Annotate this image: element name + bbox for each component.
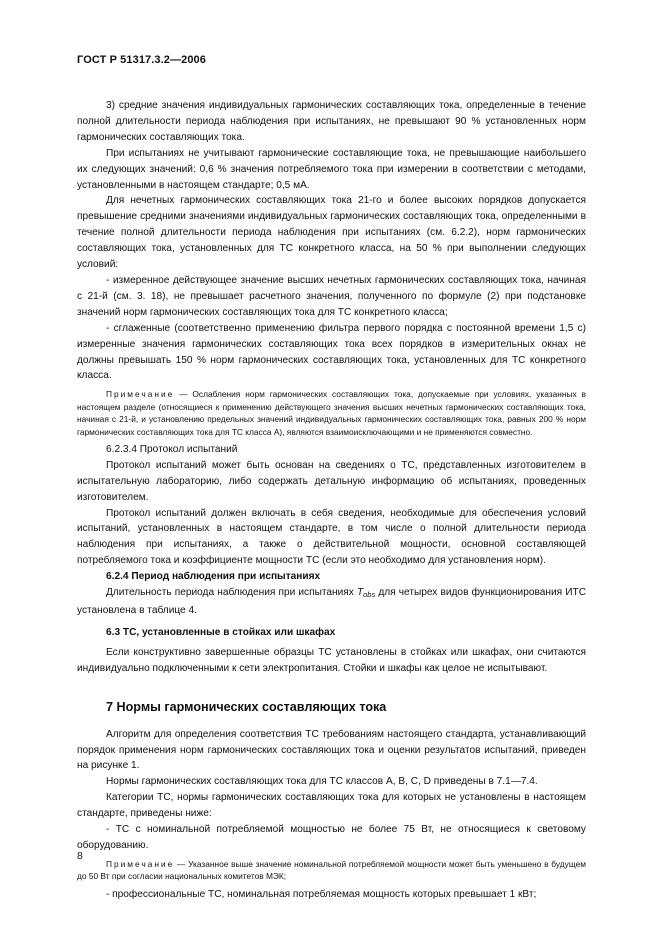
heading-6-3: 6.3 ТС, установленные в стойках или шкафах	[106, 626, 336, 638]
note-2	[77, 858, 586, 883]
paragraph-exclusion: При испытаниях не учитывают гармонические составляющие тока, не превышающие наибольшего их следующих значений: 0,6 % значения потребляемого тока при измерении в соответствии с методами, установленными в настоящем стандарте; 0,5 мА.	[77, 147, 586, 191]
note-text: — Ослабления норм гармонических составляющих тока, допускаемые при условиях, указанных в настоящем разделе (относящиеся к применению действующего значения высших нечетных гармонических составляющих тока, начиная с 21-й, и установлению предельных значений индивидуальных гармонических составляющих тока, равных 200 % норм гармонических составляющих тока для ТС класса А), являются взаимоисключающими и не применяются совместно.	[77, 389, 586, 437]
paragraph-protocol-2: Протокол испытаний должен включать в себя сведения, необходимые для обеспечения условий испытаний, установленных в настоящем стандарте, в том числе о полной длительности периода наблюдения при испытаниях, а также о действительной мощности, основной составляющей потребляемого тока и коэффициенте мощности ТС (если это необходимо для установления норм).	[77, 507, 586, 567]
list-item-75w: - ТС с номинальной потребляемой мощностью не более 75 Вт, не относящиеся к световому оборудованию.	[77, 824, 586, 851]
note-text: — Указанное выше значение номинальной потребляемой мощности может быть уменьшено в будущем до 50 Вт при согласии национальных комитетов МЭК;	[77, 858, 586, 882]
document-body	[77, 98, 586, 903]
note-label: Примечание	[106, 858, 175, 869]
paragraph-classes: Нормы гармонических составляющих тока для ТС классов A, B, C, D приведены в 7.1—7.4.	[106, 776, 538, 788]
list-item-condition-2: - сглаженные (соответственно применению фильтра первого порядка с постоянной времени 1,5 с) измеренные значения гармонических составляющих тока всех порядков в измерительных окнах не должны превышать 150 % норм гармонических составляющих тока, установленных для ТС конкретного класса.	[77, 322, 586, 382]
list-item-professional: - профессиональные ТС, номинальная потребляемая мощность которых превышает 1 кВт;	[106, 888, 537, 900]
note-label: Примечание	[106, 389, 175, 400]
symbol-subscript: obs	[363, 590, 376, 600]
list-item-condition-1: - измеренное действующее значение высших нечетных гармонических составляющих тока, начиная с 21-й (см. 3. 18), не превышает расчетного значения, полученного по формуле (2) при подстановке значений норм гармонических составляющих тока для ТС конкретного класса;	[77, 274, 586, 318]
note-1	[77, 388, 586, 438]
paragraph-observation-period: Длительность периода наблюдения при испытаниях $T_{obs}$ для четырех видов функционирования ИТС установлена в таблице 4.	[77, 587, 587, 616]
heading-6-2-3-4: 6.2.3.4 Протокол испытаний	[106, 443, 238, 455]
page-number: 8	[77, 850, 83, 862]
paragraph-categories: Категории ТС, нормы гармонических составляющих тока для которых не установлены в настоящем стандарте, приведены ниже:	[77, 792, 586, 820]
section-title-7: 7 Нормы гармонических составляющих тока	[106, 699, 387, 714]
paragraph-protocol-1: Протокол испытаний может быть основан на сведениях о ТС, представленных изготовителем в испытательную лабораторию, либо содержать детальную информацию об испытаниях, проведенных изготовителем.	[77, 459, 586, 503]
paragraph-algorithm: Алгоритм для определения соответствия ТС требованиям настоящего стандарта, устанавливающий порядок применения норм гармонических составляющих тока и оценки результатов испытаний, приведен на рисунке 1.	[77, 728, 586, 772]
paragraph-racks: Если конструктивно завершенные образцы ТС установлены в стойках или шкафах, они считаются индивидуально подключенными к сети электропитания. Стойки и шкафы как целое не испытывают.	[77, 646, 586, 674]
document-header: ГОСТ Р 51317.3.2—2006	[77, 54, 206, 66]
paragraph-odd-harmonics: Для нечетных гармонических составляющих тока 21-го и более высоких порядков допускается превышение средними значениями индивидуальных гармонических составляющих тока, определенными в течение полной длительности периода наблюдения при испытаниях (см. 6.2.2), норм гармонических составляющих тока, установленных для ТС конкретного класса, на 50 % при выполнении следующих условий:	[77, 195, 586, 271]
symbol-t: T	[356, 587, 364, 599]
paragraph-item-3: 3) средние значения индивидуальных гармонических составляющих тока, определенные в течение полной длительности периода наблюдения при испытаниях, не превышают 90 % установленных норм гармонических составляющих тока.	[77, 100, 586, 143]
heading-6-2-4: 6.2.4 Период наблюдения при испытаниях	[106, 571, 321, 583]
